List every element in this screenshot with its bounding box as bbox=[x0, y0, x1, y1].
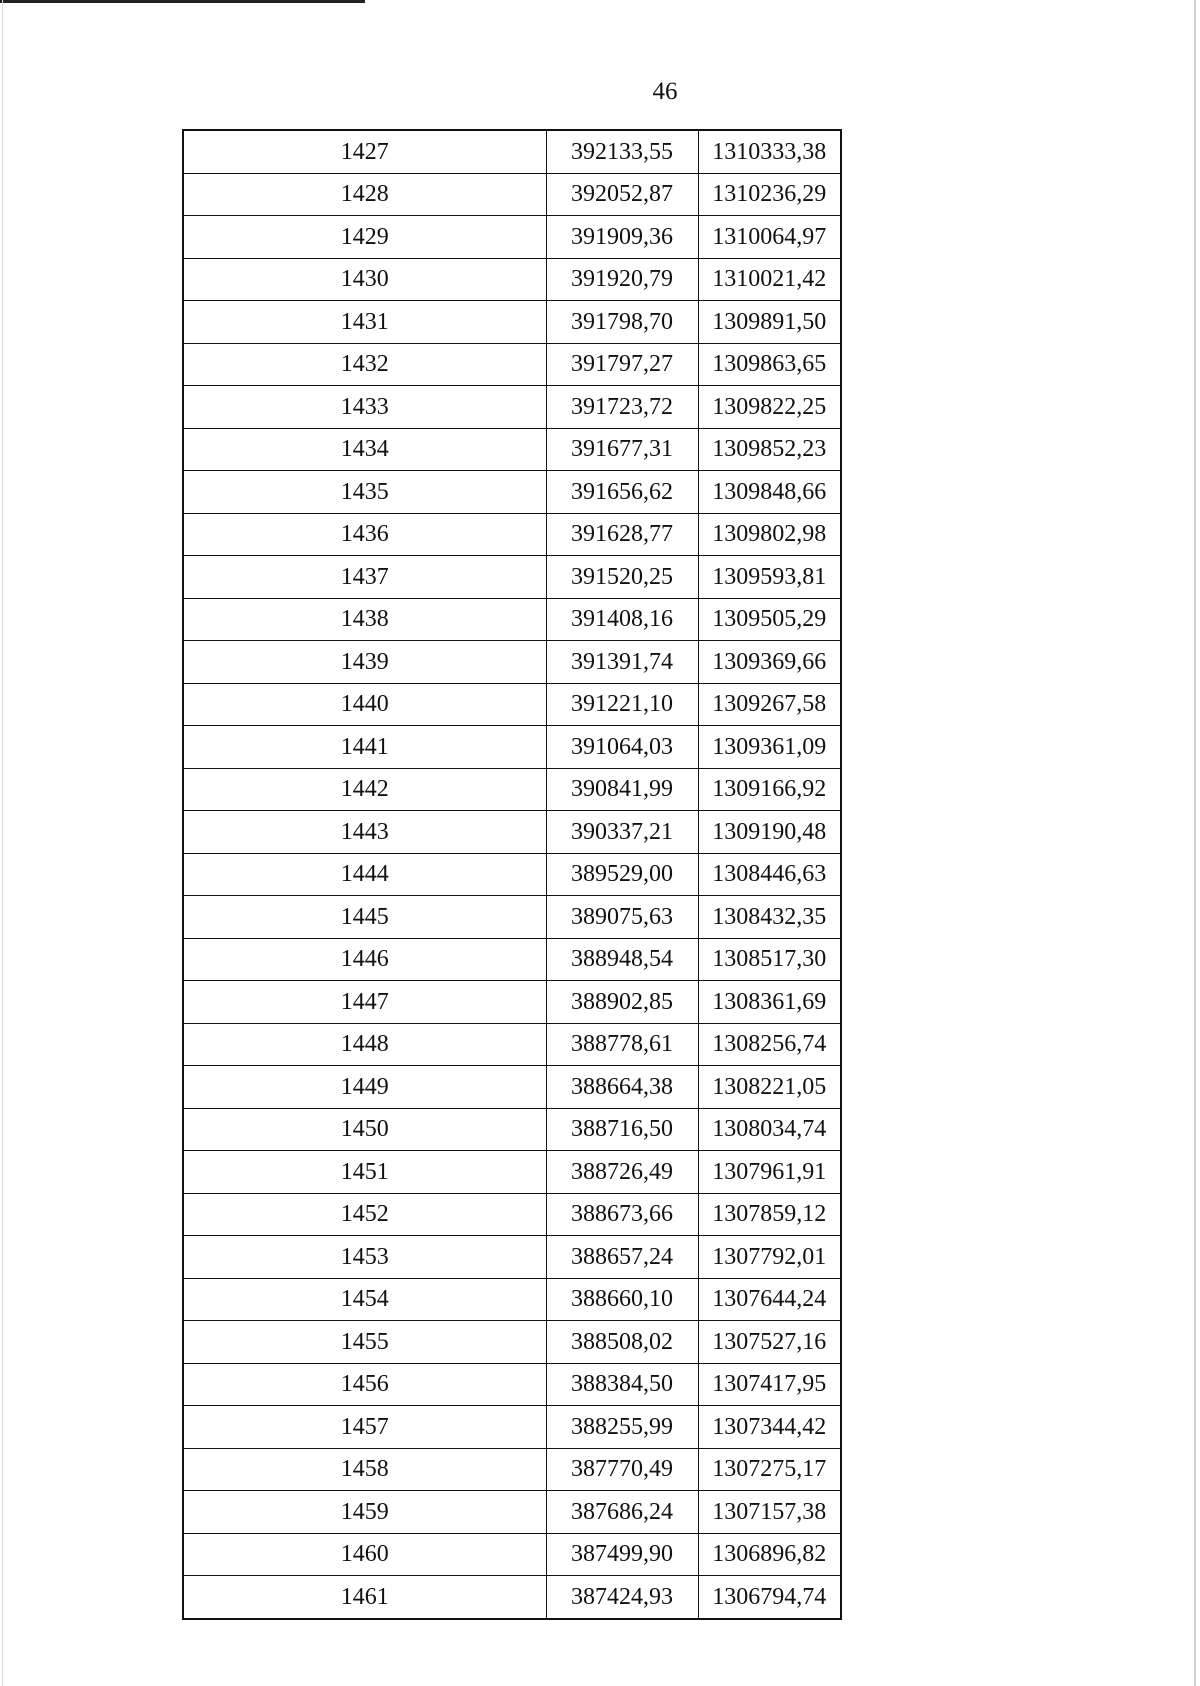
x-coordinate-cell: 391408,16 bbox=[546, 598, 698, 641]
y-coordinate-cell: 1308361,69 bbox=[698, 981, 841, 1024]
y-coordinate-cell: 1309166,92 bbox=[698, 768, 841, 811]
point-number-cell: 1456 bbox=[183, 1363, 546, 1406]
point-number-cell: 1437 bbox=[183, 556, 546, 599]
table-row bbox=[183, 1491, 841, 1534]
table-row bbox=[183, 1321, 841, 1364]
y-coordinate-cell: 1309593,81 bbox=[698, 556, 841, 599]
y-coordinate-cell: 1308432,35 bbox=[698, 896, 841, 939]
x-coordinate-cell: 388660,10 bbox=[546, 1278, 698, 1321]
table-row bbox=[183, 1576, 841, 1619]
y-coordinate-cell: 1308446,63 bbox=[698, 853, 841, 896]
point-number-cell: 1433 bbox=[183, 386, 546, 429]
x-coordinate-cell: 389529,00 bbox=[546, 853, 698, 896]
table-row bbox=[183, 598, 841, 641]
table-row bbox=[183, 641, 841, 684]
x-coordinate-cell: 388508,02 bbox=[546, 1321, 698, 1364]
y-coordinate-cell: 1309822,25 bbox=[698, 386, 841, 429]
y-coordinate-cell: 1307644,24 bbox=[698, 1278, 841, 1321]
point-number-cell: 1450 bbox=[183, 1108, 546, 1151]
y-coordinate-cell: 1309863,65 bbox=[698, 343, 841, 386]
x-coordinate-cell: 391656,62 bbox=[546, 471, 698, 514]
x-coordinate-cell: 391064,03 bbox=[546, 726, 698, 769]
point-number-cell: 1436 bbox=[183, 513, 546, 556]
point-number-cell: 1458 bbox=[183, 1448, 546, 1491]
x-coordinate-cell: 388716,50 bbox=[546, 1108, 698, 1151]
x-coordinate-cell: 391723,72 bbox=[546, 386, 698, 429]
x-coordinate-cell: 388664,38 bbox=[546, 1066, 698, 1109]
table-row bbox=[183, 896, 841, 939]
y-coordinate-cell: 1307527,16 bbox=[698, 1321, 841, 1364]
table-row bbox=[183, 1108, 841, 1151]
point-number-cell: 1431 bbox=[183, 301, 546, 344]
point-number-cell: 1445 bbox=[183, 896, 546, 939]
point-number-cell: 1429 bbox=[183, 216, 546, 259]
x-coordinate-cell: 391520,25 bbox=[546, 556, 698, 599]
x-coordinate-cell: 391391,74 bbox=[546, 641, 698, 684]
x-coordinate-cell: 391797,27 bbox=[546, 343, 698, 386]
point-number-cell: 1430 bbox=[183, 258, 546, 301]
point-number-cell: 1438 bbox=[183, 598, 546, 641]
x-coordinate-cell: 391920,79 bbox=[546, 258, 698, 301]
x-coordinate-cell: 392133,55 bbox=[546, 130, 698, 173]
table-row bbox=[183, 853, 841, 896]
y-coordinate-cell: 1307961,91 bbox=[698, 1151, 841, 1194]
point-number-cell: 1435 bbox=[183, 471, 546, 514]
scan-top-line bbox=[0, 0, 365, 3]
x-coordinate-cell: 389075,63 bbox=[546, 896, 698, 939]
y-coordinate-cell: 1307859,12 bbox=[698, 1193, 841, 1236]
table-row bbox=[183, 726, 841, 769]
point-number-cell: 1439 bbox=[183, 641, 546, 684]
y-coordinate-cell: 1310333,38 bbox=[698, 130, 841, 173]
x-coordinate-cell: 388902,85 bbox=[546, 981, 698, 1024]
x-coordinate-cell: 390337,21 bbox=[546, 811, 698, 854]
point-number-cell: 1441 bbox=[183, 726, 546, 769]
x-coordinate-cell: 387770,49 bbox=[546, 1448, 698, 1491]
x-coordinate-cell: 388778,61 bbox=[546, 1023, 698, 1066]
x-coordinate-cell: 388255,99 bbox=[546, 1406, 698, 1449]
table-row bbox=[183, 216, 841, 259]
x-coordinate-cell: 388657,24 bbox=[546, 1236, 698, 1279]
table-row bbox=[183, 1363, 841, 1406]
point-number-cell: 1428 bbox=[183, 173, 546, 216]
x-coordinate-cell: 392052,87 bbox=[546, 173, 698, 216]
y-coordinate-cell: 1307417,95 bbox=[698, 1363, 841, 1406]
page-number-text: 46 bbox=[652, 78, 678, 105]
point-number-cell: 1455 bbox=[183, 1321, 546, 1364]
x-coordinate-cell: 391677,31 bbox=[546, 428, 698, 471]
y-coordinate-cell: 1309267,58 bbox=[698, 683, 841, 726]
y-coordinate-cell: 1309891,50 bbox=[698, 301, 841, 344]
x-coordinate-cell: 391221,10 bbox=[546, 683, 698, 726]
table-row bbox=[183, 1066, 841, 1109]
table-row bbox=[183, 1236, 841, 1279]
y-coordinate-cell: 1310236,29 bbox=[698, 173, 841, 216]
y-coordinate-cell: 1309190,48 bbox=[698, 811, 841, 854]
y-coordinate-cell: 1309852,23 bbox=[698, 428, 841, 471]
y-coordinate-cell: 1308221,05 bbox=[698, 1066, 841, 1109]
table-row bbox=[183, 1193, 841, 1236]
point-number-cell: 1454 bbox=[183, 1278, 546, 1321]
y-coordinate-cell: 1310064,97 bbox=[698, 216, 841, 259]
y-coordinate-cell: 1309361,09 bbox=[698, 726, 841, 769]
y-coordinate-cell: 1310021,42 bbox=[698, 258, 841, 301]
table-row bbox=[183, 768, 841, 811]
y-coordinate-cell: 1307792,01 bbox=[698, 1236, 841, 1279]
x-coordinate-cell: 387499,90 bbox=[546, 1533, 698, 1576]
point-number-cell: 1457 bbox=[183, 1406, 546, 1449]
point-number-cell: 1453 bbox=[183, 1236, 546, 1279]
scan-left-edge bbox=[2, 0, 3, 1686]
table-row bbox=[183, 683, 841, 726]
x-coordinate-cell: 391909,36 bbox=[546, 216, 698, 259]
table-row bbox=[183, 513, 841, 556]
point-number-cell: 1459 bbox=[183, 1491, 546, 1534]
scan-right-edge bbox=[1194, 0, 1196, 1686]
table-row bbox=[183, 1023, 841, 1066]
point-number-cell: 1460 bbox=[183, 1533, 546, 1576]
point-number-cell: 1448 bbox=[183, 1023, 546, 1066]
table-row bbox=[183, 811, 841, 854]
table-row bbox=[183, 258, 841, 301]
y-coordinate-cell: 1306896,82 bbox=[698, 1533, 841, 1576]
y-coordinate-cell: 1308034,74 bbox=[698, 1108, 841, 1151]
x-coordinate-cell: 391628,77 bbox=[546, 513, 698, 556]
table-row bbox=[183, 938, 841, 981]
point-number-cell: 1452 bbox=[183, 1193, 546, 1236]
table-row bbox=[183, 1448, 841, 1491]
x-coordinate-cell: 391798,70 bbox=[546, 301, 698, 344]
coordinates-table bbox=[182, 129, 842, 1620]
point-number-cell: 1442 bbox=[183, 768, 546, 811]
y-coordinate-cell: 1307344,42 bbox=[698, 1406, 841, 1449]
table-row bbox=[183, 130, 841, 173]
table-row bbox=[183, 173, 841, 216]
table-row bbox=[183, 1151, 841, 1194]
point-number-cell: 1449 bbox=[183, 1066, 546, 1109]
table-row bbox=[183, 301, 841, 344]
y-coordinate-cell: 1306794,74 bbox=[698, 1576, 841, 1619]
y-coordinate-cell: 1308256,74 bbox=[698, 1023, 841, 1066]
table-row bbox=[183, 981, 841, 1024]
y-coordinate-cell: 1309369,66 bbox=[698, 641, 841, 684]
table-row bbox=[183, 1533, 841, 1576]
x-coordinate-cell: 387424,93 bbox=[546, 1576, 698, 1619]
x-coordinate-cell: 390841,99 bbox=[546, 768, 698, 811]
y-coordinate-cell: 1309505,29 bbox=[698, 598, 841, 641]
y-coordinate-cell: 1308517,30 bbox=[698, 938, 841, 981]
point-number-cell: 1444 bbox=[183, 853, 546, 896]
point-number-cell: 1427 bbox=[183, 130, 546, 173]
y-coordinate-cell: 1309848,66 bbox=[698, 471, 841, 514]
point-number-cell: 1434 bbox=[183, 428, 546, 471]
table-row bbox=[183, 343, 841, 386]
page-number bbox=[0, 78, 1200, 106]
coordinates-table-body bbox=[183, 130, 841, 1619]
x-coordinate-cell: 388726,49 bbox=[546, 1151, 698, 1194]
y-coordinate-cell: 1307157,38 bbox=[698, 1491, 841, 1534]
point-number-cell: 1461 bbox=[183, 1576, 546, 1619]
point-number-cell: 1446 bbox=[183, 938, 546, 981]
point-number-cell: 1451 bbox=[183, 1151, 546, 1194]
point-number-cell: 1443 bbox=[183, 811, 546, 854]
table-row bbox=[183, 428, 841, 471]
x-coordinate-cell: 387686,24 bbox=[546, 1491, 698, 1534]
y-coordinate-cell: 1307275,17 bbox=[698, 1448, 841, 1491]
table-row bbox=[183, 386, 841, 429]
point-number-cell: 1440 bbox=[183, 683, 546, 726]
table-row bbox=[183, 556, 841, 599]
x-coordinate-cell: 388384,50 bbox=[546, 1363, 698, 1406]
x-coordinate-cell: 388948,54 bbox=[546, 938, 698, 981]
table-row bbox=[183, 1406, 841, 1449]
y-coordinate-cell: 1309802,98 bbox=[698, 513, 841, 556]
table-row bbox=[183, 1278, 841, 1321]
table-row bbox=[183, 471, 841, 514]
x-coordinate-cell: 388673,66 bbox=[546, 1193, 698, 1236]
point-number-cell: 1447 bbox=[183, 981, 546, 1024]
point-number-cell: 1432 bbox=[183, 343, 546, 386]
